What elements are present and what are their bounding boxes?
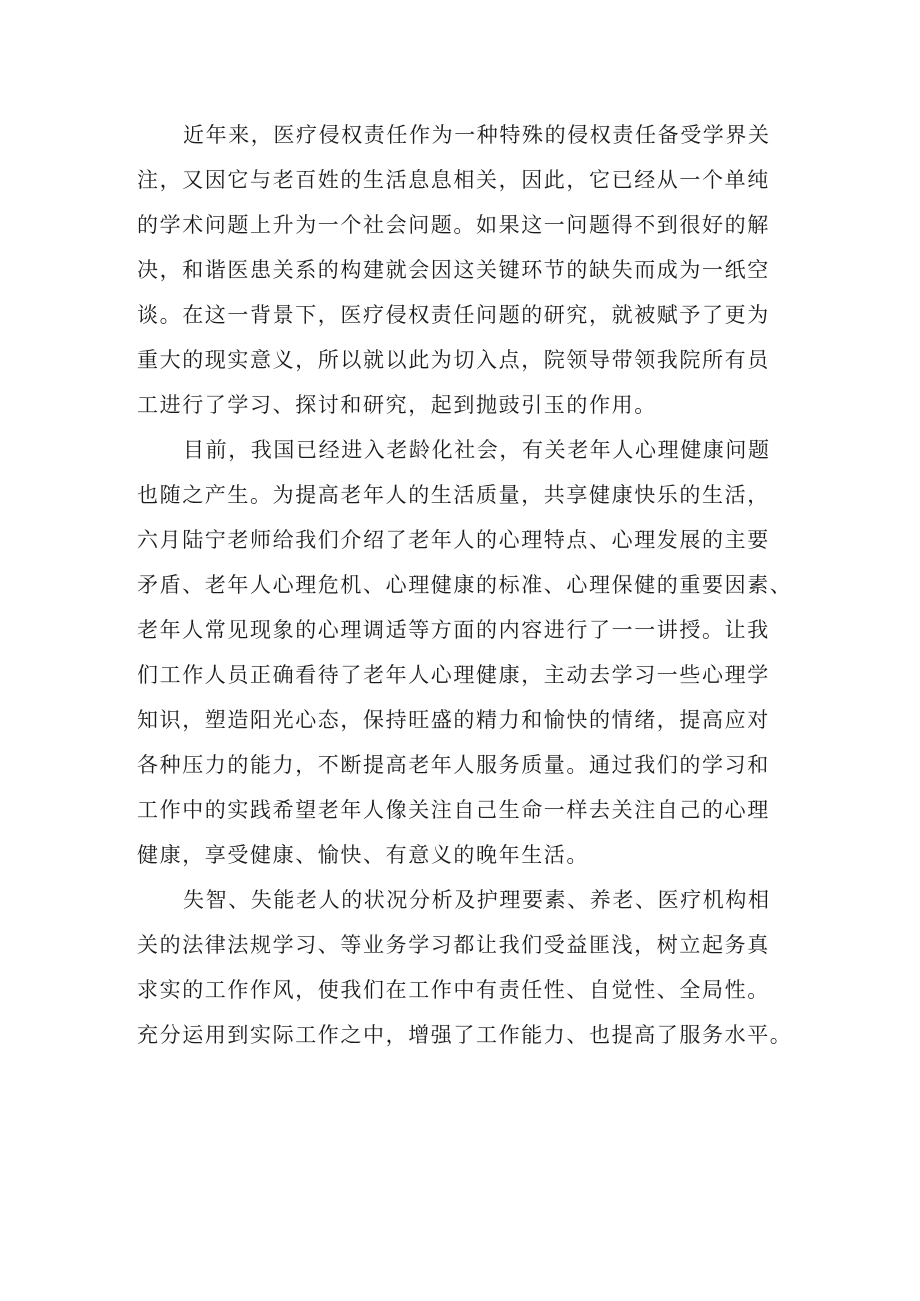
paragraph-1 xyxy=(137,113,797,428)
paragraph-2 xyxy=(137,428,797,878)
paragraph-line: 矛盾、老年人心理危机、心理健康的标准、心理保健的重要因素、 xyxy=(137,573,793,597)
paragraph-line: 注，又因它与老百姓的生活息息相关，因此，它已经从一个单纯 xyxy=(137,168,770,192)
paragraph-line: 求实的工作作风，使我们在工作中有责任性、自觉性、全局性。 xyxy=(137,978,770,1002)
paragraph-line: 知识，塑造阳光心态，保持旺盛的精力和愉快的情绪，提高应对 xyxy=(137,708,770,732)
paragraph-line: 老年人常见现象的心理调适等方面的内容进行了一一讲授。让我 xyxy=(137,618,770,642)
paragraph-line: 决，和谐医患关系的构建就会因这关键环节的缺失而成为一纸空 xyxy=(137,258,770,282)
paragraph-line: 工进行了学习、探讨和研究，起到抛豉引玉的作用。 xyxy=(137,393,657,417)
paragraph-line: 们工作人员正确看待了老年人心理健康，主动去学习一些心理学 xyxy=(137,663,770,687)
paragraph-line: 近年来，医疗侵权责任作为一种特殊的侵权责任备受学界关 xyxy=(183,123,771,147)
paragraph-line: 工作中的实践希望老年人像关注自己生命一样去关注自己的心理 xyxy=(137,798,770,822)
paragraph-line: 各种压力的能力，不断提高老年人服务质量。通过我们的学习和 xyxy=(137,753,770,777)
paragraph-line: 关的法律法规学习、等业务学习都让我们受益匪浅，树立起务真 xyxy=(137,933,770,957)
paragraph-line: 也随之产生。为提高老年人的生活质量，共享健康快乐的生活， xyxy=(137,483,770,507)
paragraph-line: 充分运用到实际工作之中，增强了工作能力、也提高了服务水平。 xyxy=(137,1023,793,1047)
paragraph-line: 失智、失能老人的状况分析及护理要素、养老、医疗机构相 xyxy=(183,888,771,912)
paragraph-line: 谈。在这一背景下，医疗侵权责任问题的研究，就被赋予了更为 xyxy=(137,303,770,327)
paragraph-line: 健康，享受健康、愉快、有意义的晚年生活。 xyxy=(137,843,589,867)
paragraph-line: 重大的现实意义，所以就以此为切入点，院领导带领我院所有员 xyxy=(137,348,770,372)
paragraph-3 xyxy=(137,878,797,1058)
paragraph-line: 目前，我国已经进入老龄化社会，有关老年人心理健康问题 xyxy=(183,438,771,462)
paragraph-line: 六月陆宁老师给我们介绍了老年人的心理特点、心理发展的主要 xyxy=(137,528,770,552)
paragraph-line: 的学术问题上升为一个社会问题。如果这一问题得不到很好的解 xyxy=(137,213,770,237)
document-body xyxy=(137,113,797,1058)
